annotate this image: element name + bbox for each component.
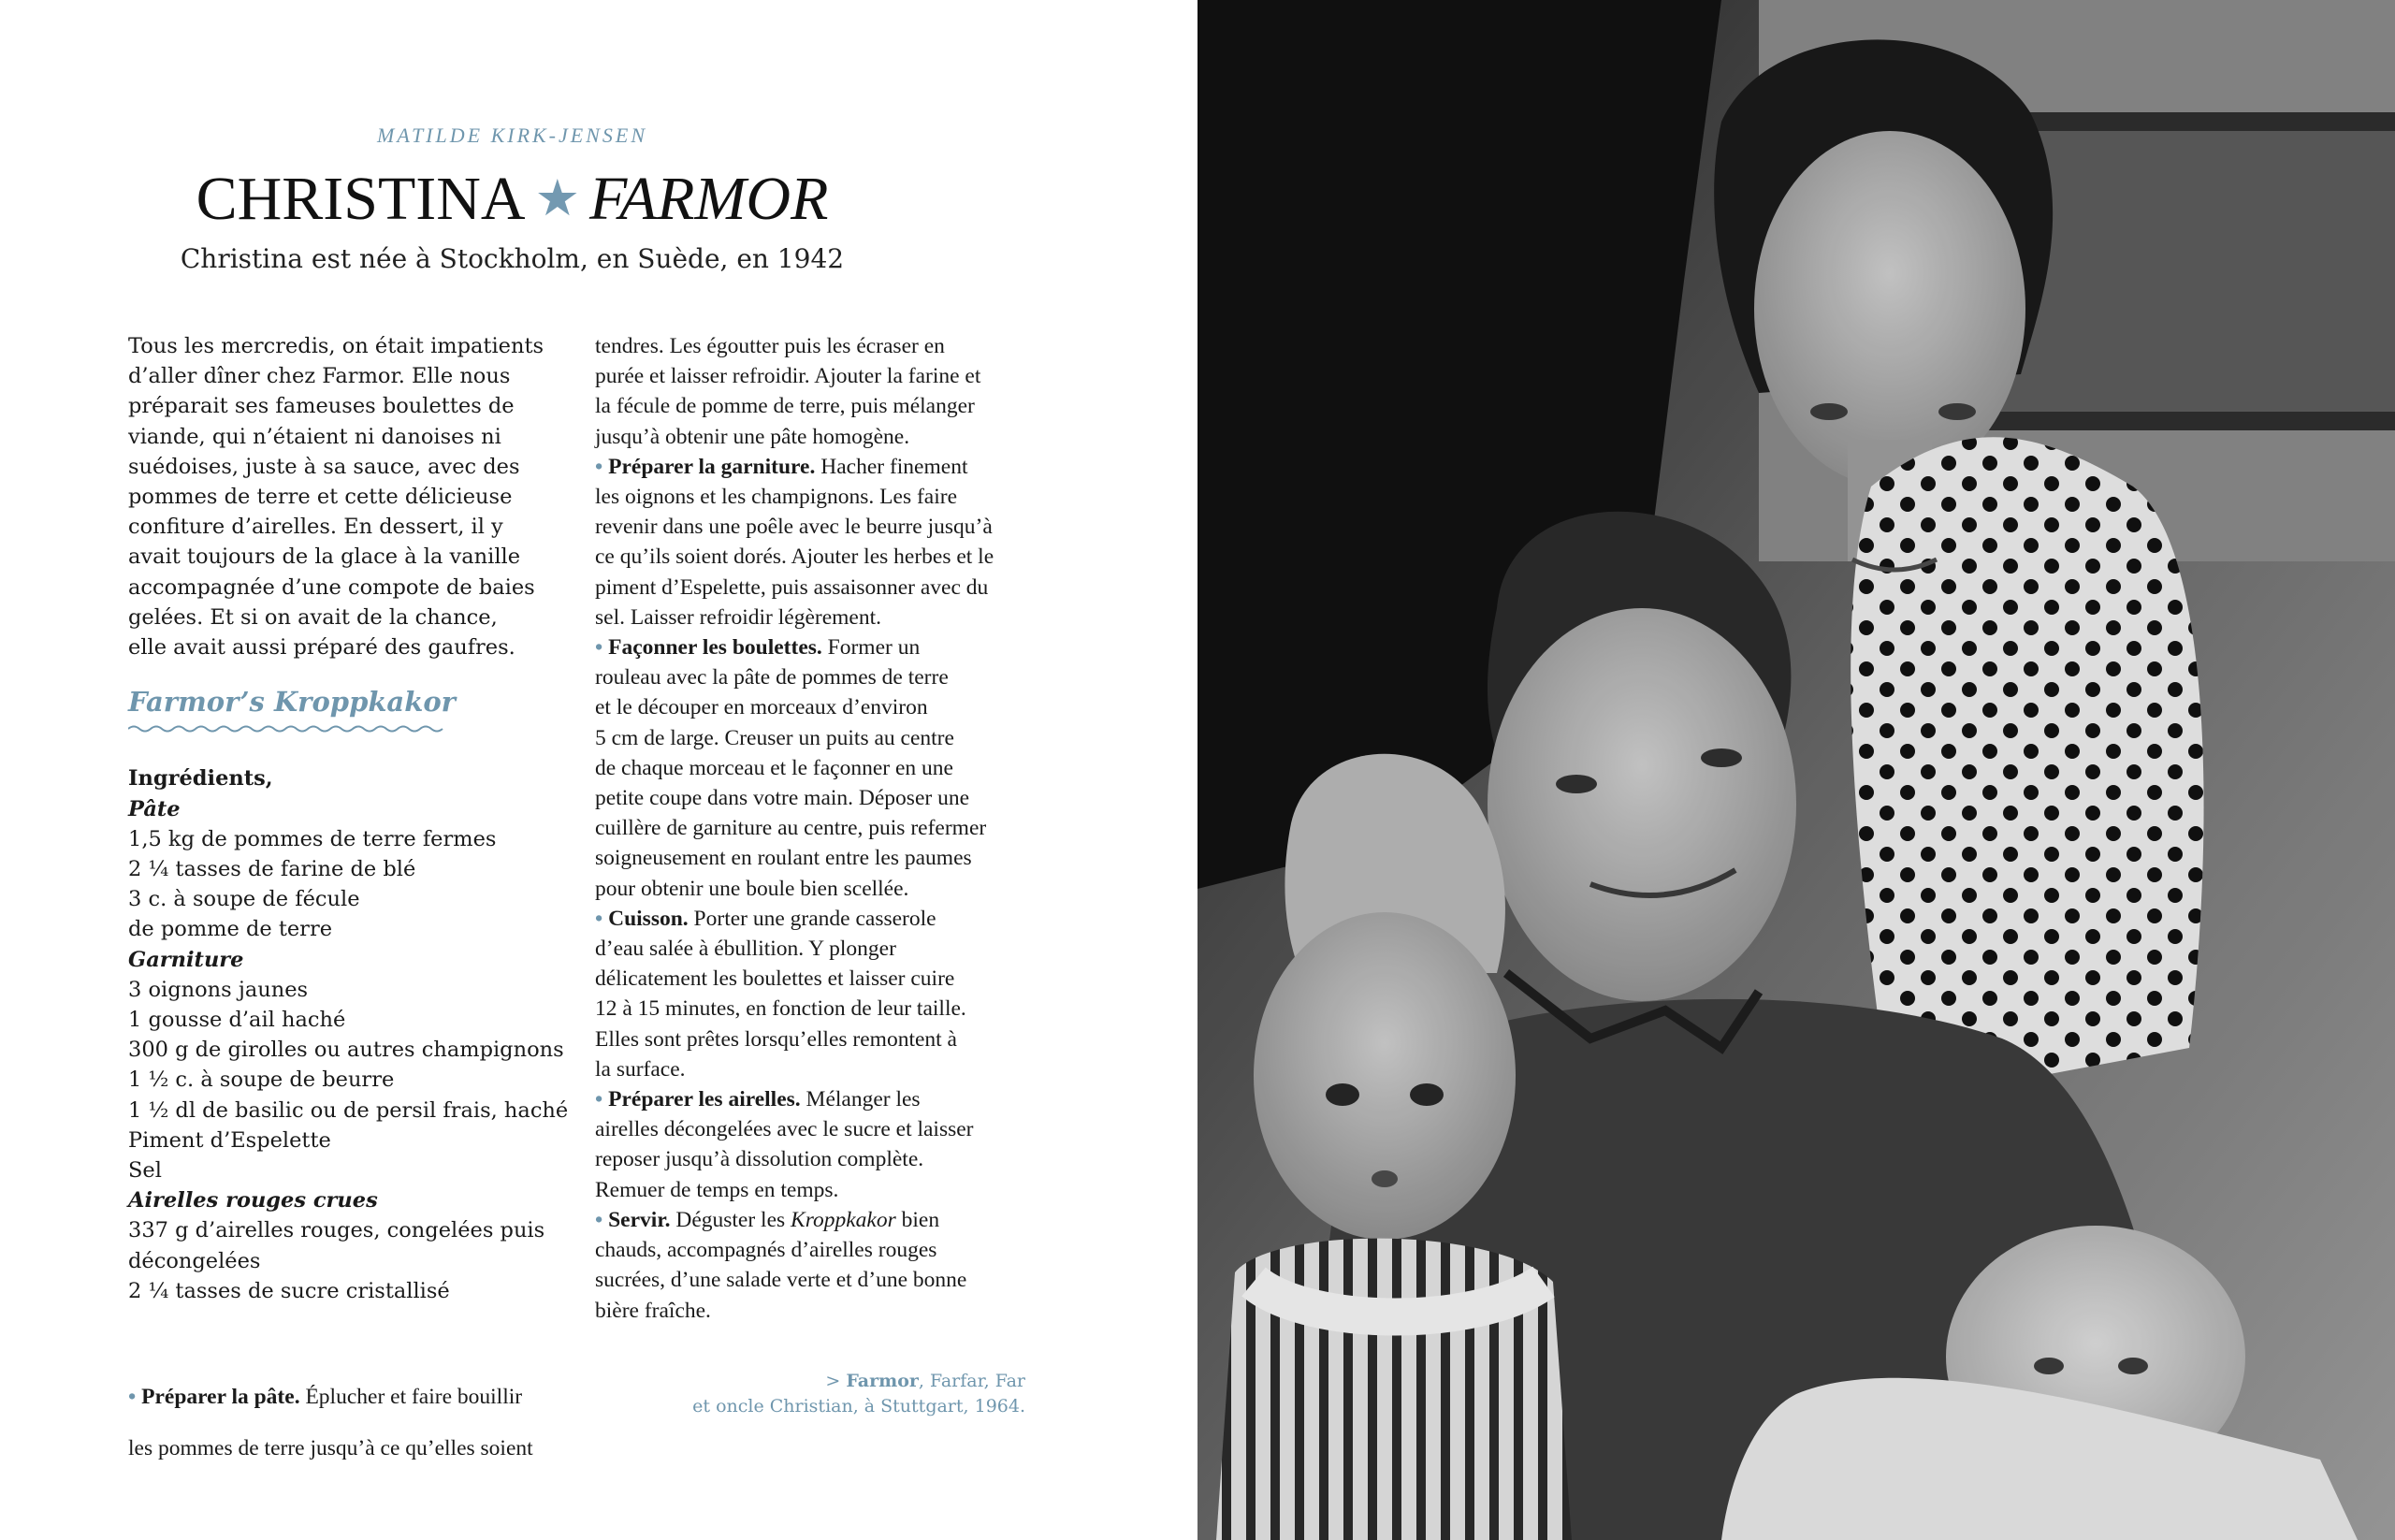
title-second: FARMOR (589, 165, 829, 233)
caption-text: , Farfar, Far (918, 1371, 1025, 1391)
caption-arrow: > (825, 1371, 847, 1391)
author-name: MATILDE KIRK-JENSEN (377, 123, 647, 147)
ingredients-heading: Ingrédients, (128, 766, 273, 792)
step-text: jusqu’à obtenir une pâte homogène. (595, 424, 910, 449)
step-text: reposer jusqu’à dissolution complète. (595, 1147, 924, 1172)
intro-line: d’aller dîner chez Farmor. Elle nous (128, 364, 511, 389)
step-label: Servir. (608, 1207, 671, 1232)
step-text: Elles sont prêtes lorsqu’elles remontent à (595, 1026, 957, 1052)
page-title (0, 161, 1024, 237)
step-label: Préparer les airelles. (608, 1087, 801, 1112)
step-label: Cuisson. (608, 906, 689, 931)
bullet-icon: • (595, 1207, 603, 1232)
step-text: Hacher finement (815, 454, 968, 479)
intro-line: suédoises, juste à sa sauce, avec des (128, 454, 520, 479)
ingredient-item: 300 g de girolles ou autres champignons (128, 1038, 564, 1063)
step-text: piment d’Espelette, puis assaisonner avec du (595, 574, 989, 600)
step-text: soigneusement en roulant entre les paumes (595, 846, 972, 871)
step-text: Mélanger les (800, 1087, 921, 1112)
column-left (128, 331, 582, 1306)
ingredient-item: 1 ½ dl de basilic ou de persil frais, haché (128, 1097, 569, 1123)
subtitle: Christina est née à Stockholm, en Suède, en 1942 (180, 243, 845, 274)
step-text: sucrées, d’une salade verte et d’une bonne (595, 1268, 967, 1293)
step-text: la surface. (595, 1056, 686, 1082)
intro-line: préparait ses fameuses boulettes de (128, 394, 515, 419)
ingredient-item: 1,5 kg de pommes de terre fermes (128, 826, 497, 851)
step-text: Déguster les (670, 1207, 791, 1232)
step-text: chauds, accompagnés d’airelles rouges (595, 1238, 937, 1263)
ingredient-item: 2 ¼ tasses de sucre cristallisé (128, 1278, 450, 1303)
star-icon: ★ (534, 170, 581, 226)
ingredient-item: 1 gousse d’ail haché (128, 1008, 346, 1033)
step-text: airelles décongelées avec le sucre et laisser (595, 1117, 974, 1142)
ingredient-item: 2 ¼ tasses de farine de blé (128, 857, 416, 882)
bullet-icon: • (595, 1087, 603, 1112)
step-pate-start (128, 1359, 582, 1486)
step-text: de chaque morceau et le façonner en une (595, 755, 953, 780)
step-text: Porter une grande casserole (688, 906, 936, 931)
step-text: et le découper en morceaux d’environ (595, 695, 928, 720)
step-text: purée et laisser refroidir. Ajouter la farine et (595, 364, 981, 389)
caption-bold: Farmor (846, 1371, 919, 1391)
step-text: les pommes de terre jusqu’à ce qu’elles soient (128, 1436, 533, 1461)
intro-line: gelées. Et si on avait de la chance, (128, 604, 498, 630)
bullet-icon: • (128, 1384, 137, 1409)
step-text: bière fraîche. (595, 1298, 711, 1323)
step-text: petite coupe dans votre main. Déposer une (595, 786, 970, 811)
ingredient-item: de pomme de terre (128, 917, 333, 942)
step-label: Préparer la garniture. (608, 454, 816, 479)
photo-caption (599, 1369, 1025, 1419)
step-text: 5 cm de large. Creuser un puits au centre (595, 725, 954, 750)
ingredient-item: 337 g d’airelles rouges, congelées puis (128, 1218, 545, 1243)
pate-heading: Pâte (128, 796, 181, 821)
step-text: Éplucher et faire bouillir (299, 1384, 523, 1409)
intro-line: pommes de terre et cette délicieuse (128, 485, 513, 510)
recipe-title: Farmor’s Kroppkakor (128, 686, 456, 719)
intro-line: Tous les mercredis, on était impatients (128, 334, 544, 358)
intro-line: confiture d’airelles. En dessert, il y (128, 515, 503, 540)
intro-line: viande, qui n’étaient ni danoises ni (128, 424, 501, 449)
ingredient-item: 1 ½ c. à soupe de beurre (128, 1068, 395, 1093)
ingredient-item: Piment d’Espelette (128, 1127, 331, 1153)
bullet-icon: • (595, 454, 603, 479)
step-text: bien (895, 1207, 940, 1232)
step-text: rouleau avec la pâte de pommes de terre (595, 665, 949, 690)
step-text: tendres. Les égoutter puis les écraser en (595, 334, 945, 358)
family-photo (1198, 0, 2395, 1540)
intro-paragraph (128, 331, 582, 662)
intro-line: accompagnée d’une compote de baies (128, 574, 535, 600)
title-first: CHRISTINA (196, 165, 526, 233)
bullet-icon: • (595, 906, 603, 931)
ingredient-item: 3 oignons jaunes (128, 977, 309, 1002)
step-text: Remuer de temps en temps. (595, 1177, 839, 1202)
airelles-heading: Airelles rouges crues (128, 1188, 378, 1213)
step-text: délicatement les boulettes et laisser cuire (595, 966, 955, 992)
step-text: ce qu’ils soient dorés. Ajouter les herbes et le (595, 545, 994, 570)
step-text: Former un (821, 635, 921, 661)
ingredient-item: décongelées (128, 1248, 261, 1273)
wave-divider (128, 722, 446, 735)
step-text: la fécule de pomme de terre, puis mélanger (595, 394, 975, 419)
step-text: revenir dans une poêle avec le beurre jusqu’à (595, 515, 993, 540)
ingredient-item: Sel (128, 1158, 162, 1184)
ingredient-item: 3 c. à soupe de fécule (128, 887, 360, 912)
bullet-icon: • (595, 635, 603, 661)
step-label: Façonner les boulettes. (608, 635, 822, 661)
step-text: pour obtenir une boule bien scellée. (595, 876, 909, 901)
step-text: d’eau salée à ébullition. Y plonger (595, 937, 896, 962)
garniture-heading: Garniture (128, 947, 244, 972)
step-label: Préparer la pâte. (141, 1384, 300, 1409)
step-text: cuillère de garniture au centre, puis refermer (595, 816, 987, 841)
intro-line: elle avait aussi préparé des gaufres. (128, 635, 515, 661)
ingredients-list (128, 763, 582, 1306)
step-text: sel. Laisser refroidir légèrement. (595, 604, 882, 630)
column-right (595, 331, 1035, 1326)
intro-line: avait toujours de la glace à la vanille (128, 545, 521, 570)
step-text: les oignons et les champignons. Les faire (595, 485, 958, 510)
step-text: 12 à 15 minutes, en fonction de leur taille. (595, 996, 966, 1022)
caption-text: et oncle Christian, à Stuttgart, 1964. (692, 1396, 1025, 1417)
step-text-italic: Kroppkakor (791, 1207, 896, 1232)
